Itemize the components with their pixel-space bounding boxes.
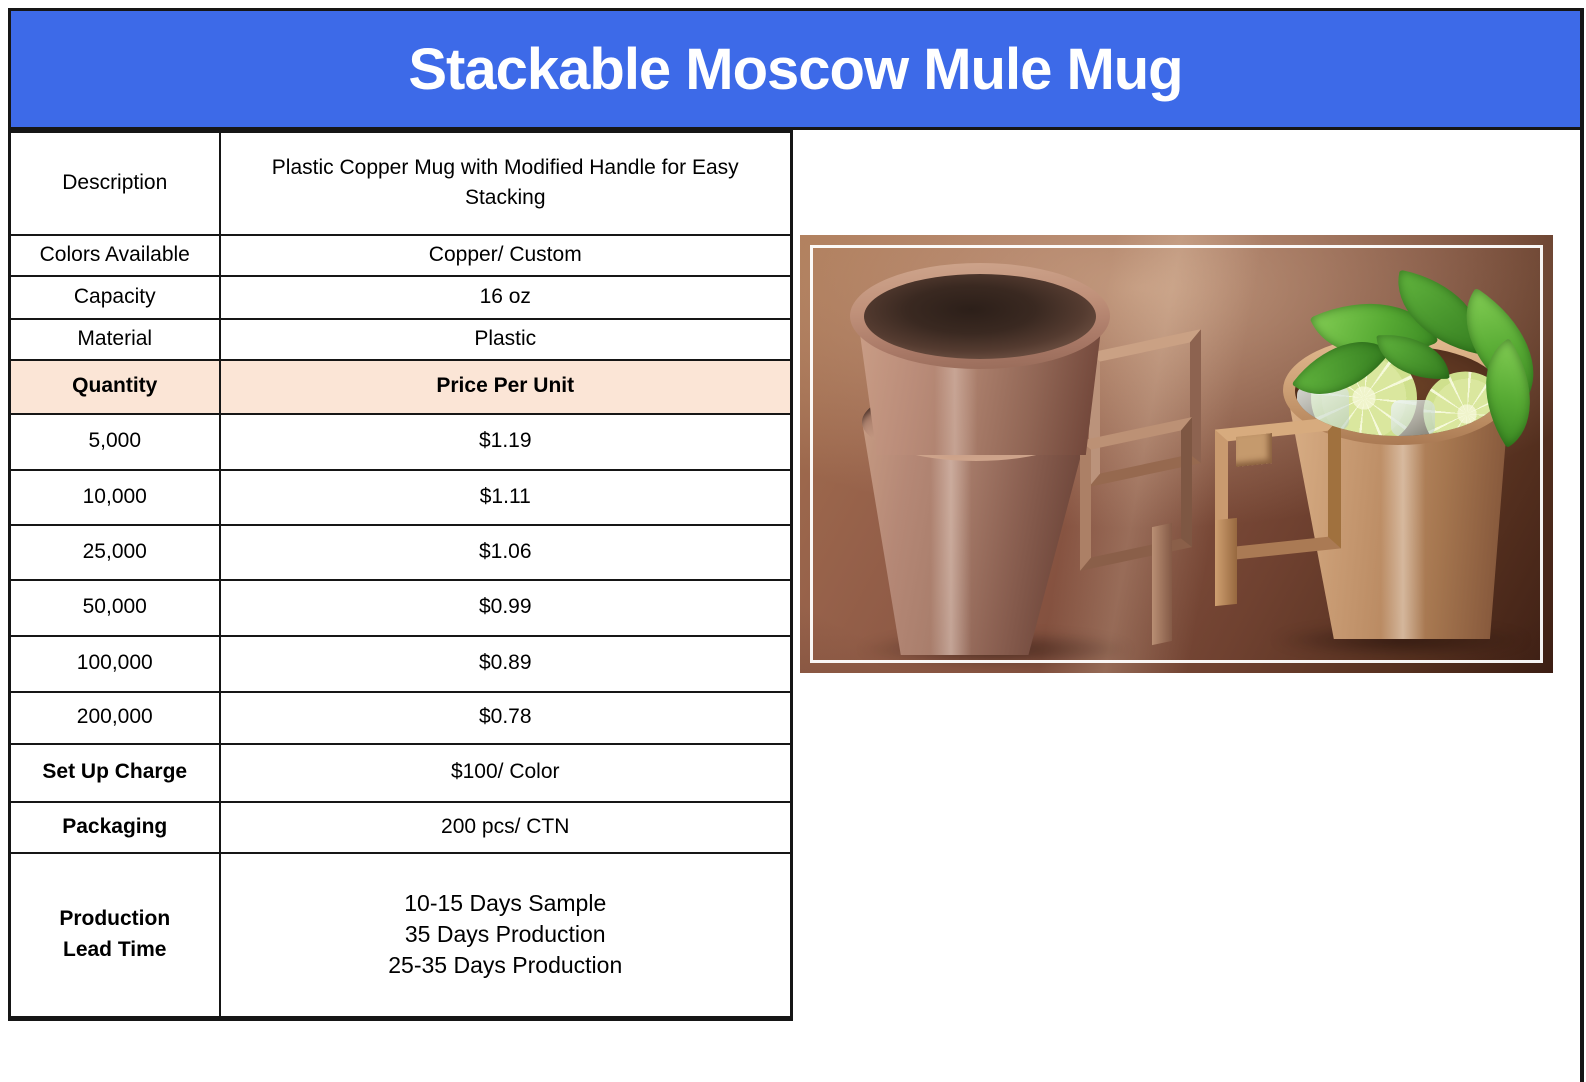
spec-value-cell: 16 oz xyxy=(220,276,792,319)
price-cell: $0.78 xyxy=(220,692,792,744)
description-text: Plastic Copper Mug with Modified Handle for Easy Stacking xyxy=(271,155,739,210)
row-description xyxy=(10,132,792,235)
spec-value-cell xyxy=(220,132,792,235)
mug-handle-step xyxy=(1236,433,1272,467)
row-production-lead-time xyxy=(10,853,792,1019)
spec-label-cell: Capacity xyxy=(10,276,220,319)
price-cell: $0.99 xyxy=(220,580,792,636)
price-cell: $0.89 xyxy=(220,636,792,692)
spec-label-cell: Colors Available xyxy=(10,235,220,276)
row-colors-available xyxy=(10,235,792,276)
spec-value-cell: Plastic xyxy=(220,319,792,360)
row-material xyxy=(10,319,792,360)
lead-time-line: 35 Days Production xyxy=(404,921,606,948)
stacked-mug-interior xyxy=(864,274,1096,359)
spec-value-cell xyxy=(220,853,792,1019)
spec-label-cell xyxy=(10,853,220,1019)
mug-handle-tail xyxy=(1215,518,1237,606)
quantity-cell: 100,000 xyxy=(10,636,220,692)
quantity-cell: 10,000 xyxy=(10,470,220,525)
price-row xyxy=(10,525,792,580)
price-row xyxy=(10,636,792,692)
price-cell: $1.06 xyxy=(220,525,792,580)
row-capacity xyxy=(10,276,792,319)
mug-handle xyxy=(1080,417,1192,571)
price-row xyxy=(10,580,792,636)
spec-label-cell: Description xyxy=(10,132,220,235)
spec-value-cell: 200 pcs/ CTN xyxy=(220,802,792,853)
spec-label-cell: Set Up Charge xyxy=(10,744,220,802)
row-packaging xyxy=(10,802,792,853)
product-photo xyxy=(800,235,1553,673)
price-cell: $1.19 xyxy=(220,414,792,470)
price-row xyxy=(10,470,792,525)
price-per-unit-header-cell: Price Per Unit xyxy=(220,360,792,414)
lead-time-label: Production Lead Time xyxy=(59,907,171,961)
quantity-header-cell: Quantity xyxy=(10,360,220,414)
row-set-up-charge xyxy=(10,744,792,802)
quantity-cell: 50,000 xyxy=(10,580,220,636)
price-row xyxy=(10,692,792,744)
page-border-right xyxy=(1580,8,1584,1082)
quantity-cell: 5,000 xyxy=(10,414,220,470)
price-cell: $1.11 xyxy=(220,470,792,525)
price-row xyxy=(10,414,792,470)
lead-time-lines xyxy=(227,888,785,981)
spec-table xyxy=(8,130,793,1021)
pricing-header-row xyxy=(10,360,792,414)
spec-label-cell: Material xyxy=(10,319,220,360)
spec-label-cell: Packaging xyxy=(10,802,220,853)
lead-time-line: 10-15 Days Sample xyxy=(404,890,607,917)
lead-time-line: 25-35 Days Production xyxy=(388,952,623,979)
page-title: Stackable Moscow Mule Mug xyxy=(408,36,1183,102)
title-banner xyxy=(8,8,1583,130)
spec-value-cell: Copper/ Custom xyxy=(220,235,792,276)
ice-cube xyxy=(1391,400,1435,436)
mug-handle-tail xyxy=(1152,523,1172,645)
spec-value-cell: $100/ Color xyxy=(220,744,792,802)
quantity-cell: 25,000 xyxy=(10,525,220,580)
quantity-cell: 200,000 xyxy=(10,692,220,744)
